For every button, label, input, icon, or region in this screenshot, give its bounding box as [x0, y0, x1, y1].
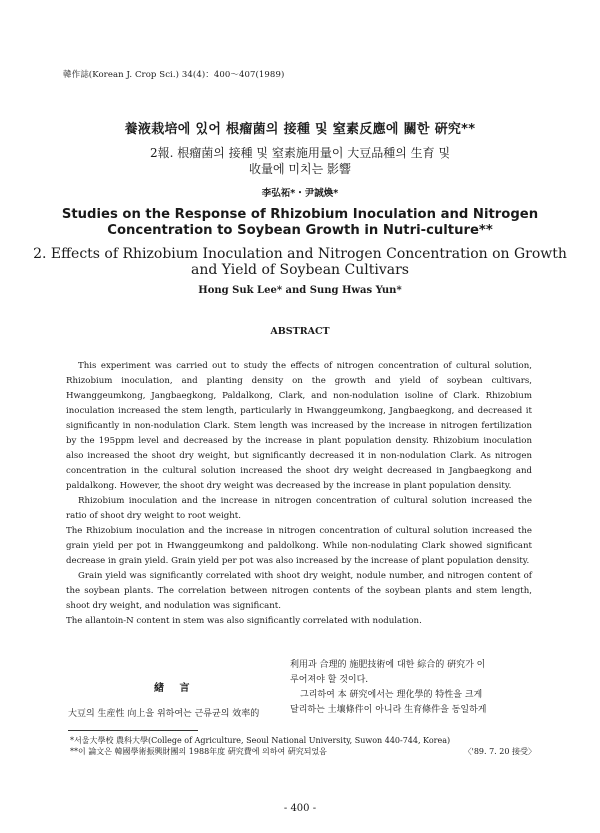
abstract-body: [66, 359, 532, 629]
abstract-paragraph: Rhizobium inoculation and the increase in nitrogen concentration of cultural solution increased the ratio of shoot dry weight to root weight.: [66, 496, 532, 521]
korean-subtitle-line-2: 收量에 미치는 影響: [249, 162, 351, 176]
introduction-heading: 緖 言: [154, 683, 196, 694]
body-line: 그리하여 本 硏究에서는 理化學的 特性을 크게: [300, 690, 483, 700]
footnotes: [70, 735, 536, 757]
korean-authors: 李弘祏*・尹誠煥*: [261, 188, 339, 199]
received-date: 〈'89. 7. 20 接受〉: [463, 747, 536, 756]
footnote-funding: **이 論文은 韓國學術振興財團의 1988年度 硏究費에 의하여 硏究되었음: [70, 747, 327, 756]
body-line: 달리하는 土壤條件이 아니라 生育條件을 동일하게: [290, 705, 487, 715]
abstract-paragraph: The Rhizobium inoculation and the increase in nitrogen concentration of cultural solution increased the grain yield per pot in Hwanggeumkong and paldolkong. While non-nodulating Clark showed significant decrease in grain yield. Grain yield per pot was also increased by the increase of plant population density.: [66, 526, 532, 566]
introduction-left-column: 大豆의 生産性 向上을 위하여는 근류균의 效率的: [68, 709, 260, 719]
abstract-paragraph: Grain yield was significantly correlated with shoot dry weight, nodule number, and nitrogen content of the soybean plants. The correlation between nitrogen contents of the soybean plants and stem length, shoot dry weight, and nodulation was significant.: [66, 571, 532, 611]
korean-subtitle-line-1: 2報. 根瘤菌의 接種 및 窒素施用量이 大豆品種의 生育 및: [149, 146, 451, 160]
english-subtitle: 2. Effects of Rhizobium Inoculation and Nitrogen Concentration on Growth and Yield of Soybean Cultivars: [33, 246, 567, 278]
footnote-divider: [68, 730, 198, 731]
abstract-heading: ABSTRACT: [270, 326, 330, 337]
korean-title: 養液栽培에 있어 根瘤菌의 接種 및 窒素反應에 關한 硏究**: [124, 122, 476, 137]
page-number: - 400 -: [283, 803, 317, 814]
introduction-right-column: [290, 658, 530, 718]
body-line: 루어져야 할 것이다.: [290, 675, 369, 685]
abstract-paragraph: This experiment was carried out to study the effects of nitrogen concentration of cultural solution, Rhizobium inoculation, and planting density on the growth and yield of soybean cultivars, Hwanggeumkong, Jangbaegkong, Paldalkong, Clark, and non-nodulation isoline of Clark. Rhizobium inoculation increased the stem length, particularly in Hwanggeumkong, Jangbaegkong, and decreased it significantly in non-nodulation Clark. Stem length was increased by the increase in nitrogen fertilization by the 195ppm level and decreased by the increase in plant population density. Rhizobium inoculation also increased the shoot dry weight, but significantly decreased it in non-nodulation Clark. As nitrogen concentration in the cultural solution increased the shoot dry weight decreased in Jangbaegkong and paldalkong. However, the shoot dry weight was decreased by the increase in plant population density.: [66, 361, 532, 491]
footnote-affiliation: *서울大學校 農科大學(College of Agriculture, Seoul National University, Suwon 440-744, Korea): [70, 736, 451, 745]
abstract-paragraph: The allantoin-N content in stem was also significantly correlated with nodulation.: [66, 616, 422, 626]
journal-reference: 韓作誌(Korean J. Crop Sci.) 34(4)：400～407(1989): [63, 70, 285, 80]
body-line: 利用과 合理的 施肥技術에 대한 綜合的 硏究가 이: [290, 660, 486, 670]
english-authors: Hong Suk Lee* and Sung Hwas Yun*: [198, 285, 402, 296]
english-title: Studies on the Response of Rhizobium Inoculation and Nitrogen Concentration to Soybean Growth in Nutri-culture**: [61, 207, 539, 238]
